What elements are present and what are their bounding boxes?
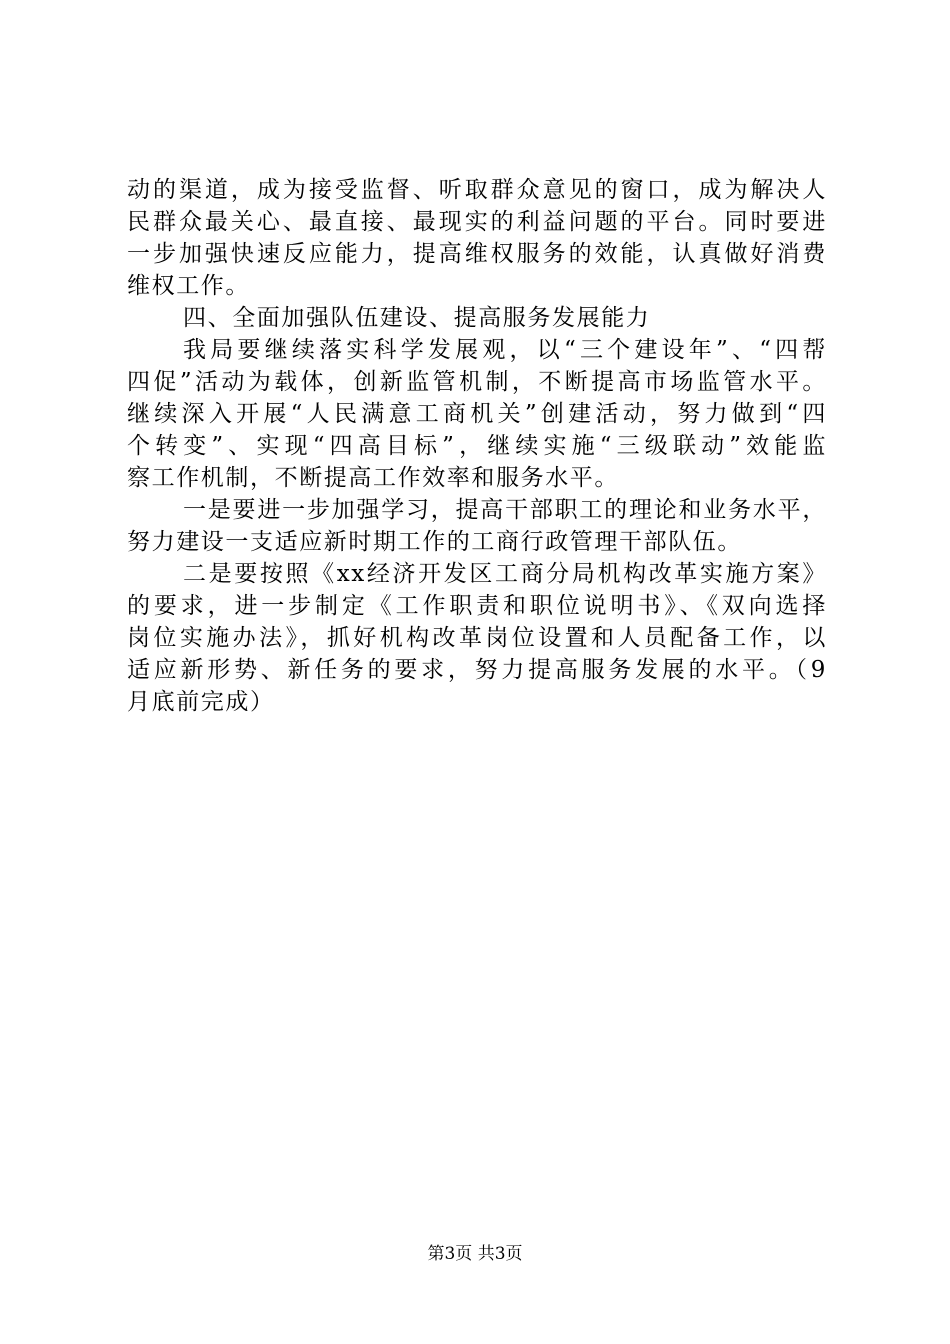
text-line: 动的渠道，成为接受监督、听取群众意见的窗口，成为解决人 (127, 177, 827, 203)
body-text (127, 174, 827, 718)
text-line: 的要求，进一步制定《工作职责和职位说明书》、《双向选择 (127, 593, 827, 619)
text-line: 民群众最关心、最直接、最现实的利益问题的平台。同时要进 (127, 209, 827, 235)
text-line: 适应新形势、新任务的要求，努力提高服务发展的水平。（9 (127, 657, 827, 683)
text-line: 四、全面加强队伍建设、提高服务发展能力 (183, 305, 651, 331)
text-line: 四促”活动为载体，创新监管机制，不断提高市场监管水平。 (127, 369, 827, 395)
text-line: 察工作机制，不断提高工作效率和服务水平。 (127, 465, 619, 491)
text-line: 努力建设一支适应新时期工作的工商行政管理干部队伍。 (127, 529, 742, 555)
text-line: 继续深入开展“人民满意工商机关”创建活动，努力做到“四 (127, 401, 827, 427)
text-line: 一是要进一步加强学习，提高干部职工的理论和业务水平， (183, 497, 827, 523)
text-line: 一步加强快速反应能力，提高维权服务的效能，认真做好消费 (127, 241, 827, 267)
text-line: 岗位实施办法》，抓好机构改革岗位设置和人员配备工作，以 (127, 625, 827, 651)
text-line: 月底前完成） (127, 689, 275, 715)
text-line: 维权工作。 (127, 273, 250, 299)
page-footer: 第3页 共3页 (427, 1244, 523, 1264)
text-line: 个转变”、实现“四高目标”，继续实施“三级联动”效能监 (127, 433, 827, 459)
text-line: 我局要继续落实科学发展观，以“三个建设年”、“四帮 (183, 337, 827, 363)
text-line: 二是要按照《xx经济开发区工商分局机构改革实施方案》 (183, 561, 827, 587)
